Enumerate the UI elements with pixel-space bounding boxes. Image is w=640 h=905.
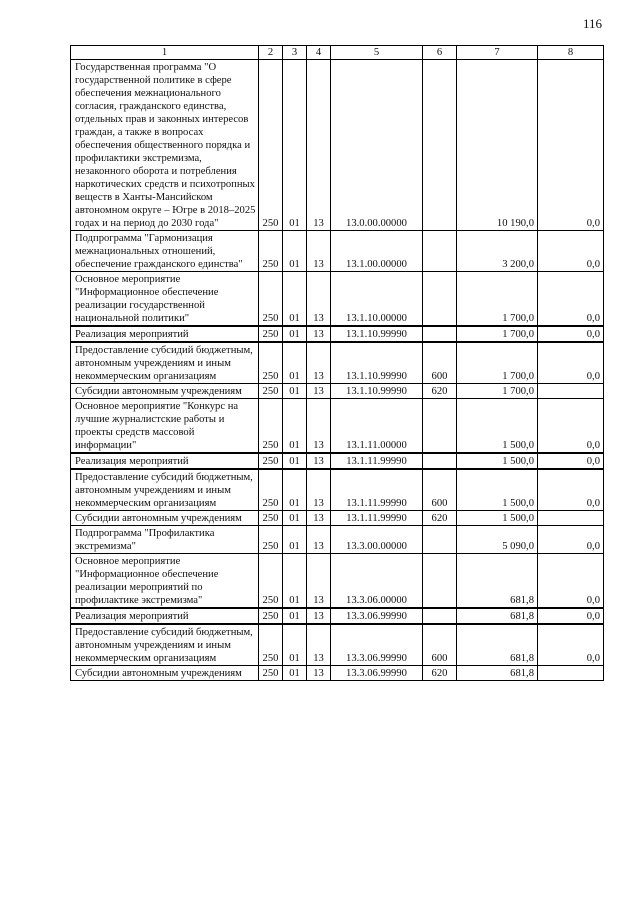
row-expense-type xyxy=(423,60,457,231)
row-section: 01 xyxy=(283,60,307,231)
row-subsection: 13 xyxy=(307,666,331,681)
row-name xyxy=(71,526,259,554)
row-section: 01 xyxy=(283,231,307,272)
row-name xyxy=(71,469,259,511)
row-name xyxy=(71,231,259,272)
row-name-text: Предоставление субсидий бюджетным, автономным учреждениям и иным некоммерческим организациям xyxy=(75,472,253,509)
row-amount-2: 0,0 xyxy=(538,342,604,384)
row-admin-code: 250 xyxy=(259,469,283,511)
table-row xyxy=(71,666,604,681)
row-section: 01 xyxy=(283,272,307,327)
row-section: 01 xyxy=(283,342,307,384)
table-row xyxy=(71,526,604,554)
row-name-text: Основное мероприятие "Конкурс на лучшие журналистские работы и проекты средств массовой информации" xyxy=(75,401,239,451)
header-col-3: 3 xyxy=(283,46,307,60)
row-expense-type: 600 xyxy=(423,469,457,511)
row-amount: 681,8 xyxy=(457,624,538,666)
row-section: 01 xyxy=(283,666,307,681)
row-subsection: 13 xyxy=(307,342,331,384)
row-admin-code: 250 xyxy=(259,342,283,384)
row-amount: 10 190,0 xyxy=(457,60,538,231)
row-admin-code: 250 xyxy=(259,624,283,666)
row-section: 01 xyxy=(283,624,307,666)
row-admin-code: 250 xyxy=(259,526,283,554)
row-subsection: 13 xyxy=(307,384,331,399)
row-expense-type xyxy=(423,526,457,554)
row-subsection: 13 xyxy=(307,326,331,342)
table-row xyxy=(71,608,604,624)
row-target-article: 13.1.10.99990 xyxy=(331,342,423,384)
row-expense-type xyxy=(423,608,457,624)
row-admin-code: 250 xyxy=(259,384,283,399)
table-row xyxy=(71,231,604,272)
row-admin-code: 250 xyxy=(259,231,283,272)
table-row xyxy=(71,624,604,666)
row-admin-code: 250 xyxy=(259,60,283,231)
row-amount: 681,8 xyxy=(457,608,538,624)
row-target-article: 13.1.11.99990 xyxy=(331,511,423,526)
row-name xyxy=(71,453,259,469)
row-amount: 1 700,0 xyxy=(457,342,538,384)
row-name-text: Государственная программа "О государственной политике в сфере обеспечения межнационального согласия, гражданского единства, отдельных прав и законных интересов граждан, а также в вопросах обеспечения общественного порядка и профилактики экстремизма, незаконного оборота и потребления наркотических средств и психотропных веществ в Ханты-Мансийском автономном округе – Югре в 2018–2025 годах и на период до 2030 года" xyxy=(75,62,256,229)
row-target-article: 13.3.06.99990 xyxy=(331,624,423,666)
row-target-article: 13.3.06.99990 xyxy=(331,666,423,681)
header-col-8: 8 xyxy=(538,46,604,60)
row-amount-2: 0,0 xyxy=(538,624,604,666)
header-row xyxy=(71,46,604,60)
budget-table xyxy=(70,45,604,681)
row-subsection: 13 xyxy=(307,272,331,327)
row-name-text: Реализация мероприятий xyxy=(75,329,189,340)
row-target-article: 13.0.00.00000 xyxy=(331,60,423,231)
row-expense-type xyxy=(423,231,457,272)
row-name xyxy=(71,511,259,526)
row-target-article: 13.3.06.00000 xyxy=(331,554,423,609)
table-row xyxy=(71,453,604,469)
row-amount-2: 0,0 xyxy=(538,469,604,511)
table-row xyxy=(71,326,604,342)
row-target-article: 13.1.10.99990 xyxy=(331,384,423,399)
table-row xyxy=(71,511,604,526)
row-amount-2: 0,0 xyxy=(538,272,604,327)
row-expense-type xyxy=(423,554,457,609)
row-subsection: 13 xyxy=(307,554,331,609)
row-amount: 681,8 xyxy=(457,666,538,681)
row-admin-code: 250 xyxy=(259,326,283,342)
row-amount: 1 500,0 xyxy=(457,453,538,469)
row-name-text: Подпрограмма "Профилактика экстремизма" xyxy=(75,528,215,552)
row-expense-type: 620 xyxy=(423,511,457,526)
row-subsection: 13 xyxy=(307,624,331,666)
row-amount-2 xyxy=(538,384,604,399)
row-section: 01 xyxy=(283,399,307,454)
row-admin-code: 250 xyxy=(259,511,283,526)
row-name xyxy=(71,666,259,681)
row-expense-type: 620 xyxy=(423,384,457,399)
row-amount-2 xyxy=(538,511,604,526)
row-target-article: 13.1.11.99990 xyxy=(331,453,423,469)
row-amount: 5 090,0 xyxy=(457,526,538,554)
row-subsection: 13 xyxy=(307,399,331,454)
row-name-text: Основное мероприятие "Информационное обеспечение реализации мероприятий по профилактике экстремизма" xyxy=(75,556,219,606)
row-target-article: 13.1.00.00000 xyxy=(331,231,423,272)
row-amount-2: 0,0 xyxy=(538,453,604,469)
row-expense-type xyxy=(423,453,457,469)
row-amount-2 xyxy=(538,666,604,681)
row-name xyxy=(71,384,259,399)
row-name xyxy=(71,554,259,609)
row-admin-code: 250 xyxy=(259,399,283,454)
row-name-text: Предоставление субсидий бюджетным, автономным учреждениям и иным некоммерческим организациям xyxy=(75,627,253,664)
row-admin-code: 250 xyxy=(259,453,283,469)
table-row xyxy=(71,554,604,609)
row-amount-2: 0,0 xyxy=(538,399,604,454)
table-row xyxy=(71,469,604,511)
row-expense-type: 600 xyxy=(423,342,457,384)
row-target-article: 13.1.11.99990 xyxy=(331,469,423,511)
row-subsection: 13 xyxy=(307,608,331,624)
row-section: 01 xyxy=(283,384,307,399)
header-col-1: 1 xyxy=(71,46,259,60)
row-amount: 1 700,0 xyxy=(457,326,538,342)
page-number: 116 xyxy=(582,16,602,31)
table-row xyxy=(71,272,604,327)
row-amount-2: 0,0 xyxy=(538,526,604,554)
row-name-text: Подпрограмма "Гармонизация межнациональных отношений, обеспечение гражданского единства" xyxy=(75,233,243,270)
row-amount: 3 200,0 xyxy=(457,231,538,272)
row-subsection: 13 xyxy=(307,526,331,554)
row-name-text: Субсидии автономным учреждениям xyxy=(75,513,242,524)
row-amount-2: 0,0 xyxy=(538,231,604,272)
row-subsection: 13 xyxy=(307,231,331,272)
row-admin-code: 250 xyxy=(259,554,283,609)
row-name-text: Реализация мероприятий xyxy=(75,611,189,622)
row-subsection: 13 xyxy=(307,60,331,231)
row-amount: 1 500,0 xyxy=(457,511,538,526)
table-body xyxy=(71,60,604,681)
table-row xyxy=(71,60,604,231)
row-name-text: Субсидии автономным учреждениям xyxy=(75,386,242,397)
row-amount: 1 500,0 xyxy=(457,399,538,454)
table-row xyxy=(71,384,604,399)
row-section: 01 xyxy=(283,326,307,342)
table-row xyxy=(71,342,604,384)
row-amount: 681,8 xyxy=(457,554,538,609)
header-col-4: 4 xyxy=(307,46,331,60)
row-expense-type xyxy=(423,399,457,454)
row-section: 01 xyxy=(283,511,307,526)
header-col-5: 5 xyxy=(331,46,423,60)
row-subsection: 13 xyxy=(307,511,331,526)
table-row xyxy=(71,399,604,454)
header-col-7: 7 xyxy=(457,46,538,60)
row-target-article: 13.1.11.00000 xyxy=(331,399,423,454)
row-name xyxy=(71,272,259,327)
row-name xyxy=(71,342,259,384)
row-section: 01 xyxy=(283,453,307,469)
row-name xyxy=(71,326,259,342)
row-target-article: 13.3.00.00000 xyxy=(331,526,423,554)
row-amount-2: 0,0 xyxy=(538,554,604,609)
row-name xyxy=(71,624,259,666)
row-section: 01 xyxy=(283,469,307,511)
row-section: 01 xyxy=(283,554,307,609)
row-expense-type xyxy=(423,326,457,342)
row-amount: 1 700,0 xyxy=(457,384,538,399)
row-section: 01 xyxy=(283,526,307,554)
row-name-text: Субсидии автономным учреждениям xyxy=(75,668,242,679)
row-name-text: Предоставление субсидий бюджетным, автономным учреждениям и иным некоммерческим организациям xyxy=(75,345,253,382)
row-name xyxy=(71,399,259,454)
row-name xyxy=(71,608,259,624)
row-name xyxy=(71,60,259,231)
row-admin-code: 250 xyxy=(259,608,283,624)
row-amount-2: 0,0 xyxy=(538,60,604,231)
row-admin-code: 250 xyxy=(259,272,283,327)
row-section: 01 xyxy=(283,608,307,624)
row-subsection: 13 xyxy=(307,453,331,469)
row-target-article: 13.1.10.99990 xyxy=(331,326,423,342)
row-amount-2: 0,0 xyxy=(538,326,604,342)
row-target-article: 13.3.06.99990 xyxy=(331,608,423,624)
row-amount-2: 0,0 xyxy=(538,608,604,624)
row-admin-code: 250 xyxy=(259,666,283,681)
header-col-6: 6 xyxy=(423,46,457,60)
row-name-text: Основное мероприятие "Информационное обеспечение реализации государственной национальной политики" xyxy=(75,274,219,324)
row-amount: 1 700,0 xyxy=(457,272,538,327)
header-col-2: 2 xyxy=(259,46,283,60)
row-subsection: 13 xyxy=(307,469,331,511)
row-expense-type xyxy=(423,272,457,327)
row-target-article: 13.1.10.00000 xyxy=(331,272,423,327)
row-name-text: Реализация мероприятий xyxy=(75,456,189,467)
row-expense-type: 600 xyxy=(423,624,457,666)
row-amount: 1 500,0 xyxy=(457,469,538,511)
row-expense-type: 620 xyxy=(423,666,457,681)
